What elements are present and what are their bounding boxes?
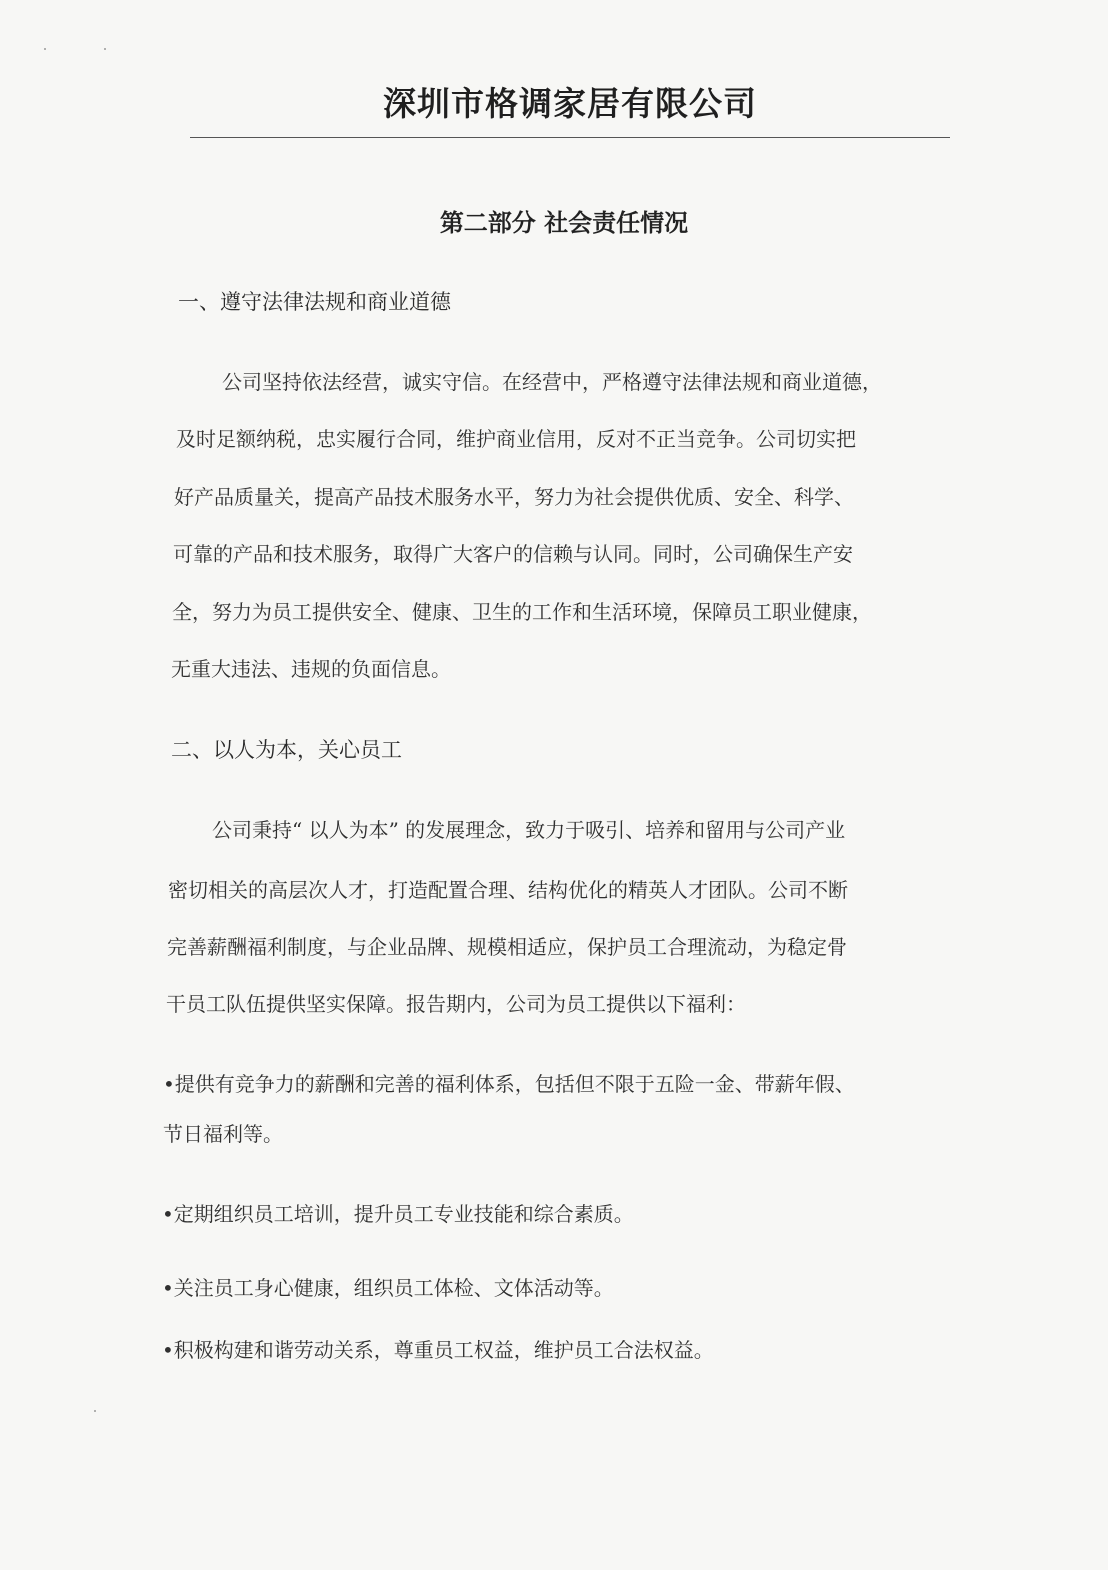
paragraph-line: 完善薪酬福利制度，与企业品牌、规模相适应，保护员工合理流动，为稳定骨 [167, 935, 847, 959]
paragraph-line: 可靠的产品和技术服务，取得广大客户的信赖与认同。同时，公司确保生产安 [173, 542, 853, 566]
scan-speck [94, 1410, 96, 1412]
paragraph-line: 及时足额纳税，忠实履行合同，维护商业信用，反对不正当竞争。公司切实把 [176, 427, 856, 451]
section-heading-2: 二、以人为本，关心员工 [171, 738, 402, 762]
header-rule [190, 137, 950, 138]
bullet-item-continuation: 节日福利等。 [163, 1122, 283, 1146]
part-title: 第二部分 社会责任情况 [439, 208, 689, 237]
section-heading-1: 一、遵守法律法规和商业道德 [178, 290, 451, 314]
scan-speck [44, 48, 46, 50]
paragraph-line: 干员工队伍提供坚实保障。报告期内，公司为员工提供以下福利： [166, 992, 746, 1016]
paragraph-line: 无重大违法、违规的负面信息。 [171, 657, 451, 681]
paragraph-line: 全，努力为员工提供安全、健康、卫生的工作和生活环境，保障员工职业健康， [172, 600, 872, 624]
paragraph-line: 公司坚持依法经营，诚实守信。在经营中，严格遵守法律法规和商业道德， [222, 370, 882, 394]
paragraph-line: 好产品质量关，提高产品技术服务水平，努力为社会提供优质、安全、科学、 [174, 485, 854, 509]
paragraph-line: 公司秉持“ 以人为本” 的发展理念，致力于吸引、培养和留用与公司产业 [212, 818, 846, 842]
company-title: 深圳市格调家居有限公司 [383, 84, 757, 123]
scan-speck [104, 48, 106, 50]
bullet-item: •提供有竞争力的薪酬和完善的福利体系，包括但不限于五险一金、带薪年假、 [163, 1072, 855, 1096]
bullet-item: •关注员工身心健康，组织员工体检、文体活动等。 [162, 1276, 614, 1300]
paragraph-line: 密切相关的高层次人才，打造配置合理、结构优化的精英人才团队。公司不断 [168, 878, 848, 902]
bullet-item: •积极构建和谐劳动关系，尊重员工权益，维护员工合法权益。 [162, 1338, 714, 1362]
bullet-item: •定期组织员工培训，提升员工专业技能和综合素质。 [162, 1202, 634, 1226]
